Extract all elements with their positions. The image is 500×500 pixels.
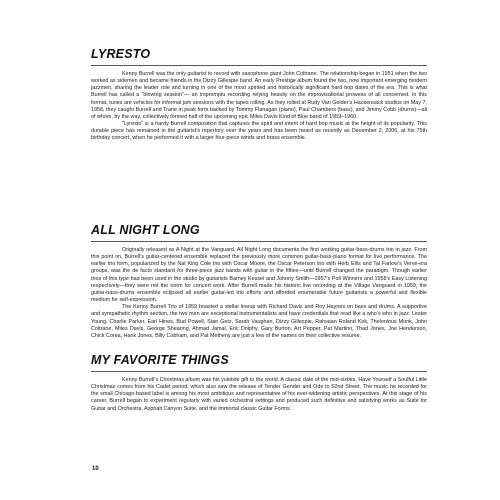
paragraph: The Kenny Burrell Trio of 1959 boasted a stellar lineup with Richard Davis and Roy Haynes on bass and drums. A supportive and sympathetic rhythm section, the two men are exceptional instrumentalists and have credentials that read like a who’s who in jazz. Lester Young, Charlie Parker, Earl Hines, Bud Powell, Stan Getz, Sarah Vaughan, Dizzy Gillespie, Rahsaan Roland Kirk, Thelonious Monk, John Coltrane, Miles Davis, George Shearing, Ahmad Jamal, Eric Dolphy, Gary Burton, Art Pepper, Pat Martino, Thad Jones, Joe Henderson, Chick Corea, Hank Jones, Billy Cobham, and Pat Metheny are just a few of the names on their collective resume. xyxy=(91,304,427,339)
paragraph: Kenny Burrell’s Christmas album was his yuletide gift to the world. A classic date of the mid-sixties, Have Yourself a Soulful Little Christmas comes from his Cadet period, which also saw the release of Tender Gender and Ode to 52nd Street. The music he recorded for the small Chicago-based label is among his most ambitious and representative of his ever-widening artistic perspectives. At this stage of his career, Burrell began to experiment regularly with varied orchestral settings and produced such definitive and satisfying works as Suite for Guitar and Orchestra, Asphalt Canyon Suite, and the immortal classic Guitar Forms. xyxy=(91,377,427,412)
section-body xyxy=(91,71,427,143)
section-body xyxy=(91,377,427,413)
heading-rule xyxy=(91,65,427,66)
section-my-favorite-things xyxy=(91,353,427,412)
section-body xyxy=(91,247,427,340)
section-heading: LYRESTO xyxy=(91,47,151,61)
paragraph: “Lyresto” is a hardy Burrell composition that captures the spirit and intent of hard bop music at the height of its popularity. This durable piece has remained in the guitarist’s repertory over the years and has been heard as recently as December 2, 2006, at his 75th birthday concert, when he performed it with a larger four-piece winds and brass ensemble. xyxy=(91,121,427,142)
paragraph: Kenny Burrell was the only guitarist to record with saxophone giant John Coltrane. The relationship began in 1951 when the two worked as sidemen and became friends in the Dizzy Gillespie band. An early Prestige album found the two, now important emerging modern jazzmen, sharing the leader role and turning in one of the most spirited and historically significant hard bop dates of the era. This is what Burrell has called a “blowing session”— an impromptu recording relying heavily on the improvisational prowess of all concerned. In this format, tunes are vehicles for informal jam sessions with the tapes rolling. As they rolled at Rudy Van Gelder’s Hackensack studios on May 7, 1958, they caught Burrell and Trane in peak form backed by Tommy Flanagan (piano), Paul Chambers (bass), and Jimmy Cobb (drums)—all of whom, by the way, collectively formed half of the upcoming epic Miles Davis Kind of Blue band of 1959–1960. xyxy=(91,71,427,120)
page-number: 10 xyxy=(92,466,99,472)
heading-rule xyxy=(91,241,427,242)
section-heading: MY FAVORITE THINGS xyxy=(91,353,229,367)
heading-rule xyxy=(91,371,427,372)
section-all-night-long xyxy=(91,223,427,339)
section-heading: ALL NIGHT LONG xyxy=(91,223,200,237)
paragraph: Originally released as A Night at the Vanguard, All Night Long documents the first working guitar-bass-drums trio in jazz. From this point on, Burrell’s guitar-centered ensemble replaced the previously more common guitar-bass-piano format for live performance. The earlier trio form, popularized by the Nat King Cole trio with Oscar Moore, the Oscar Peterson trio with Herb Ellis and Tal Farlow’s Verve-era groups, was the de facto standard for three-piece jazz bands with guitar in the fifties—until Burrell changed the paradigm. Though earlier trios of this type had been used in the studio by guitarists Barney Kessel and Johnny Smith—1957’s Poll Winners and 1958’s Easy Listening respectively—they were not the norm for concert work. After Burrell made his historic live recording at the Village Vanguard in 1959, the guitar-bass-drums ensemble eclipsed all earlier guitar-led trio efforts and afforded enumerable future guitarists a powerful and flexible medium for self-expression. xyxy=(91,247,427,304)
section-lyresto xyxy=(91,47,427,142)
